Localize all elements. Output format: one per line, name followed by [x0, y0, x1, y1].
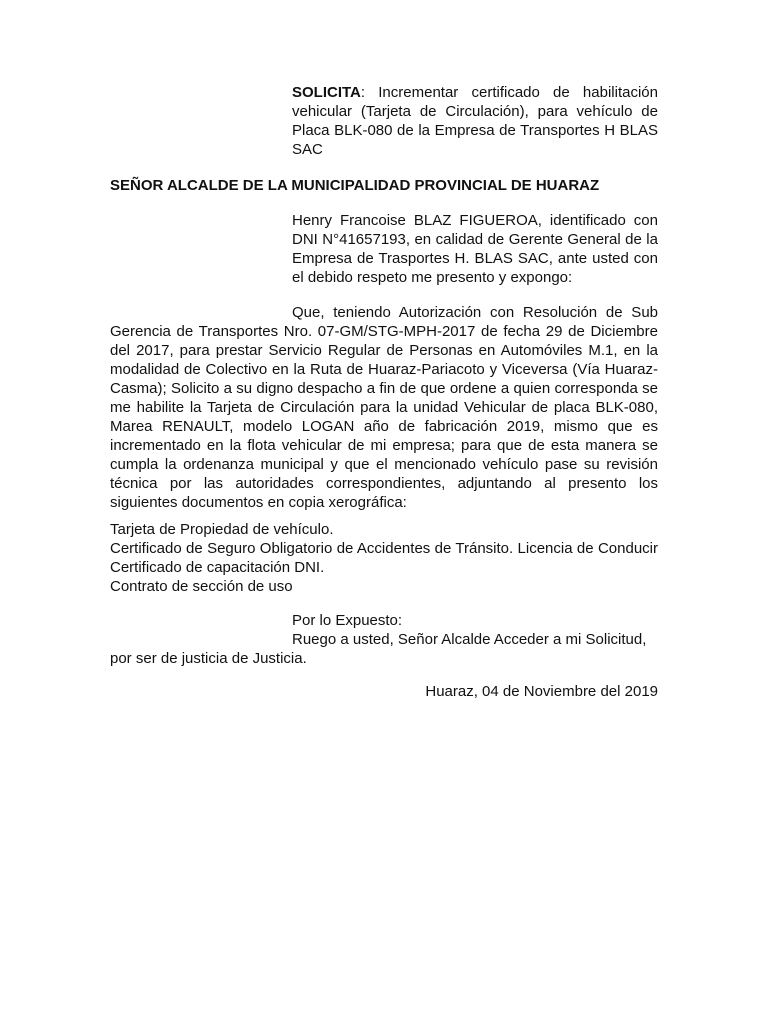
document-item: Tarjeta de Propiedad de vehículo. [110, 521, 334, 538]
intro-paragraph: Henry Francoise BLAZ FIGUEROA, identificado con DNI N°41657193, en calidad de Gerente General de la Empresa de Trasportes H. BLAS SAC, ante usted con el debido respeto me presento y expongo: [292, 212, 658, 286]
attached-documents-list [110, 520, 658, 596]
closing-line-request: Ruego a usted, Señor Alcalde Acceder a mi Solicitud, [292, 631, 647, 648]
closing-line-expuesto: Por lo Expuesto: [292, 612, 403, 629]
closing-line-justice: por ser de justicia de Justicia. [110, 650, 307, 667]
closing-block [110, 611, 658, 668]
date-line: Huaraz, 04 de Noviembre del 2019 [425, 683, 658, 700]
subject-label: SOLICITA [292, 84, 361, 101]
addressee-heading: SEÑOR ALCALDE DE LA MUNICIPALIDAD PROVINCIAL DE HUARAZ [110, 177, 600, 194]
body-paragraph: Que, teniendo Autorización con Resolución de Sub Gerencia de Transportes Nro. 07-GM/STG-MPH-2017 de fecha 29 de Diciembre del 2017, para prestar Servicio Regular de Personas en Automóviles M.1, en la modalidad de Colectivo en la Ruta de Huaraz-Pariacoto y Viceversa (Vía Huaraz-Casma); Solicito a su digno despacho a fin de que ordene a quien corresponda se me habilite la Tarjeta de Circulación para la unidad Vehicular de placa BLK-080, Marea RENAULT, modelo LOGAN año de fabricación 2019, mismo que es incrementado en la flota vehicular de mi empresa; para que de esta manera se cumpla la ordenanza municipal y que el mencionado vehículo pase su revisión técnica por las autoridades correspondientes, adjuntando al presento los siguientes documentos en copia xerográfica: [110, 304, 658, 511]
subject-block [292, 83, 658, 159]
subject-text: : Incrementar certificado de habilitación vehicular (Tarjeta de Circulación), para vehículo de Placa BLK-080 de la Empresa de Transportes H BLAS SAC [292, 84, 658, 158]
document-item: Contrato de sección de uso [110, 578, 293, 595]
document-item: Certificado de Seguro Obligatorio de Accidentes de Tránsito. Licencia de Conducir Certificado de capacitación DNI. [110, 540, 658, 576]
